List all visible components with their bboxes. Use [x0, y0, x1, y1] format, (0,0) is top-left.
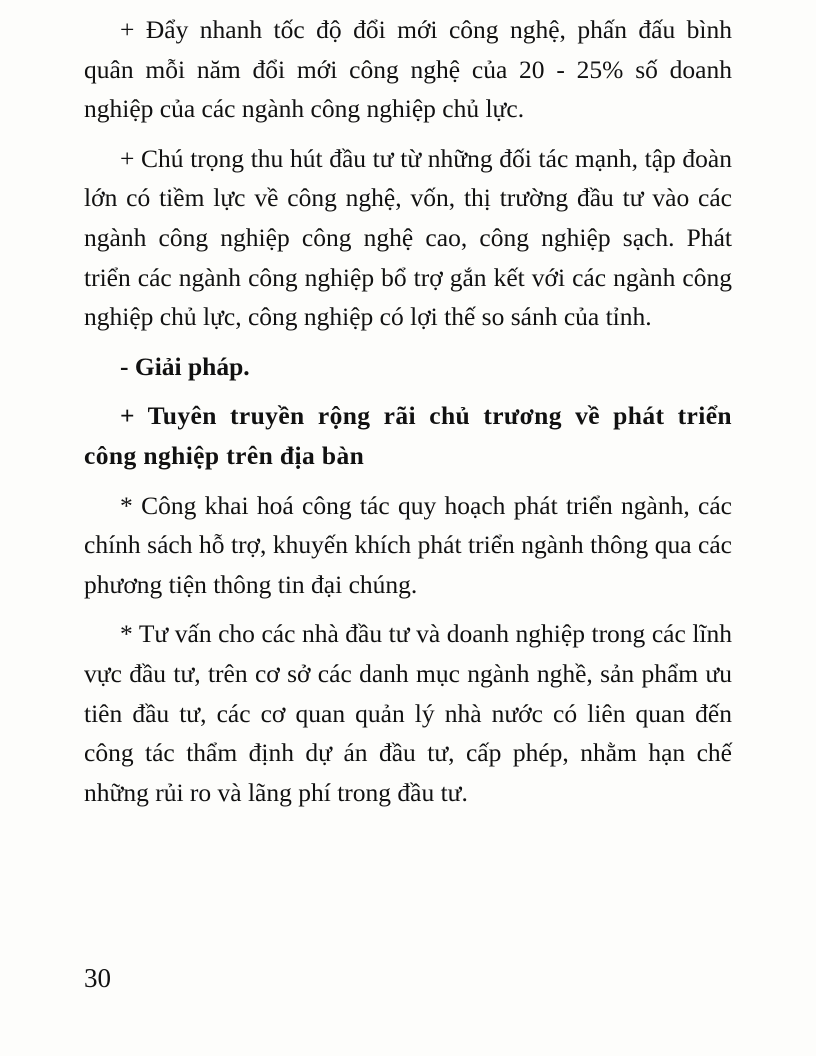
page-body	[84, 10, 732, 812]
subheading-propaganda: + Tuyên truyền rộng rãi chủ trương về phát triển công nghiệp trên địa bàn	[84, 401, 732, 470]
paragraph-public-planning: * Công khai hoá công tác quy hoạch phát triển ngành, các chính sách hỗ trợ, khuyến khích phát triển ngành thông qua các phương tiện thông tin đại chúng.	[84, 490, 732, 599]
section-heading-solutions: - Giải pháp.	[120, 351, 250, 381]
paragraph-investment-attraction: + Chú trọng thu hút đầu tư từ những đối tác mạnh, tập đoàn lớn có tiềm lực về công nghệ, vốn, thị trường đầu tư vào các ngành công nghiệp công nghệ cao, công nghiệp sạch. Phát triển các ngành công nghiệp bổ trợ gắn kết với các ngành công nghiệp chủ lực, công nghiệp có lợi thế so sánh của tỉnh.	[84, 143, 732, 332]
page-number: 30	[84, 963, 111, 993]
paragraph-investor-consulting: * Tư vấn cho các nhà đầu tư và doanh nghiệp trong các lĩnh vực đầu tư, trên cơ sở các danh mục ngành nghề, sản phẩm ưu tiên đầu tư, các cơ quan quản lý nhà nước có liên quan đến công tác thẩm định dự án đầu tư, cấp phép, nhằm hạn chế những rủi ro và lãng phí trong đầu tư.	[84, 619, 732, 807]
paragraph-technology-renewal: + Đẩy nhanh tốc độ đổi mới công nghệ, phấn đấu bình quân mỗi năm đổi mới công nghệ của 20 - 25% số doanh nghiệp của các ngành công nghiệp chủ lực.	[84, 15, 732, 124]
